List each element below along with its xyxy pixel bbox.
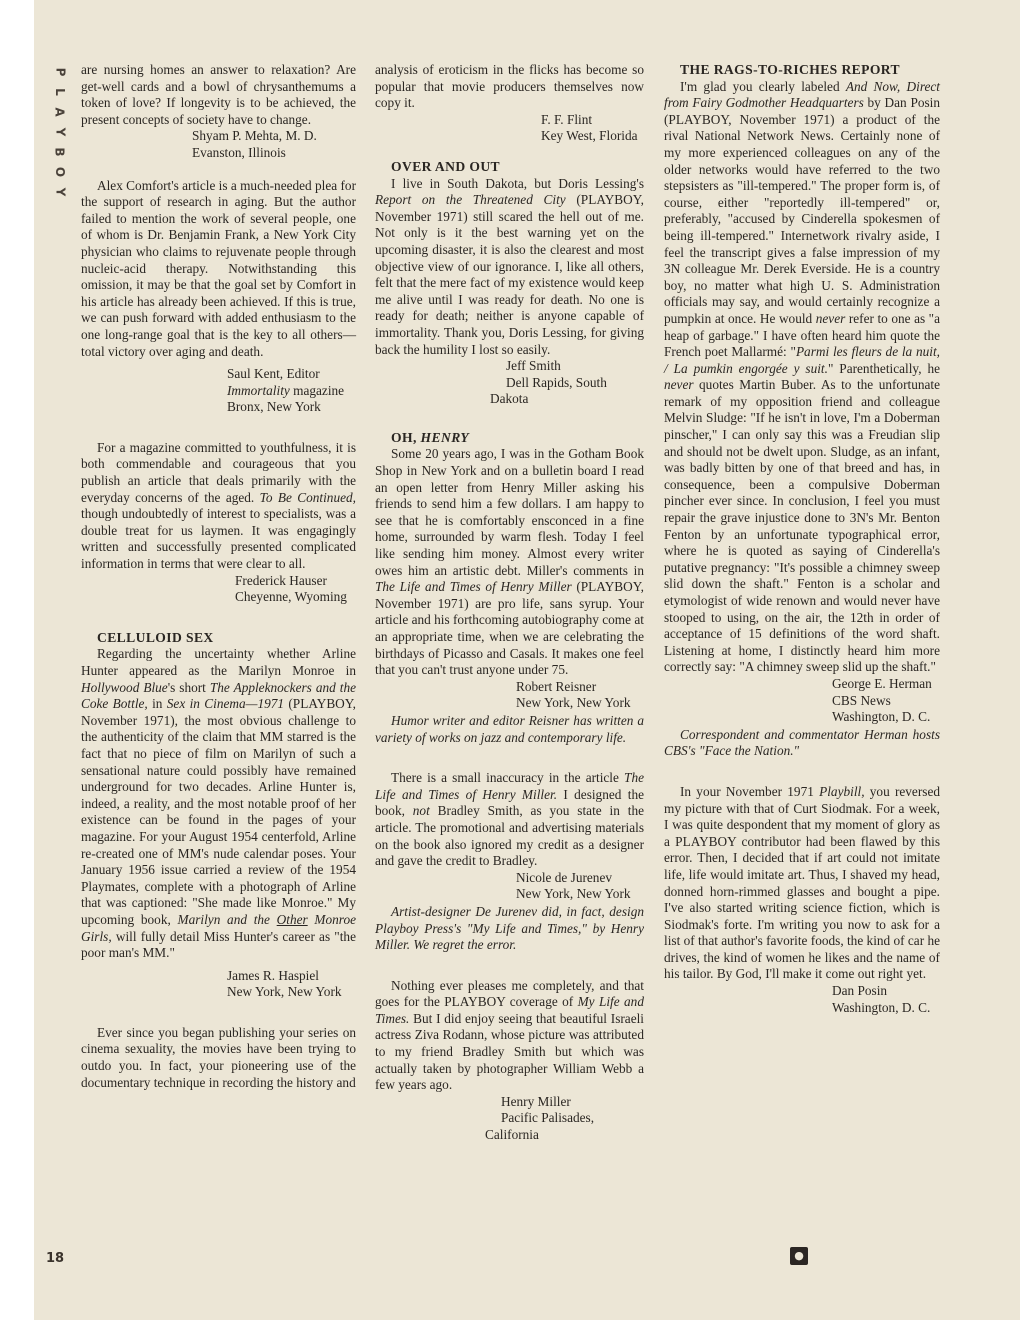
signature-location: New York, New York [516, 886, 631, 902]
signature-location: Washington, D. C. [832, 709, 931, 725]
signature-name: George E. Herman [832, 675, 932, 691]
signature-name: Robert Reisner [516, 678, 597, 694]
masthead-letter: Y [52, 127, 67, 137]
signature-name: Jeff Smith [506, 358, 561, 374]
signature-location: Evanston, Illinois [192, 144, 286, 160]
letter-signature [81, 968, 356, 1001]
page-number: 18 [46, 1251, 65, 1266]
signature-affiliation: CBS News [832, 692, 891, 708]
letter-signature [81, 366, 356, 416]
masthead-letter: L [53, 88, 67, 96]
signature-affiliation: Immortality magazine [227, 382, 345, 398]
signature-location: Washington, D. C. [832, 999, 931, 1015]
signature-name: Saul Kent, Editor [227, 366, 320, 382]
masthead-letter: Y [52, 187, 67, 197]
signature-name: Frederick Hauser [235, 572, 327, 588]
signature-location: New York, New York [516, 695, 631, 711]
editor-note: Correspondent and commentator Herman hosts CBS's "Face the Nation." [664, 726, 940, 759]
spacer [664, 760, 940, 784]
letter-paragraph: Nothing ever pleases me completely, and that goes for the PLAYBOY coverage of My Life and Times. But I did enjoy seeing that beautiful Israeli actress Ziva Rodann, whose picture was attributed to my friend Bradley Smith but which was actually taken by photographer William Webb a few years ago. [375, 977, 644, 1093]
letter-paragraph: For a magazine committed to youthfulness, it is both commendable and courageous that you publish an article that deals primarily with the everyday concerns of the aged. To Be Continued, though undoubtedly of interest to specialists, was a double treat for us laymen. It was engagingly written and successfully presented complicated information in terms that were clear to all. [81, 439, 356, 572]
signature-location: New York, New York [227, 984, 342, 1000]
letter-signature [664, 983, 940, 1016]
letter-paragraph: Some 20 years ago, I was in the Gotham Book Shop in New York and on a bulletin board I read an open letter from Henry Miller asking his friends to send him a few dollars. I am happy to see that he is comfortably ensconced in a fine home, surrounded by warm flesh. Today I feel like sending him money. Almost every writer owes him an artistic debt. Miller's comments in The Life and Times of Henry Miller (PLAYBOY, November 1971) are pro life, sans syrup. Your article and his forthcoming autobiography come at an appropriate time, when we are celebrating the birthdays of Picasso and Casals. It makes one feel that you can't trust anyone under 75. [375, 446, 644, 678]
signature-name: Dan Posin [832, 983, 888, 999]
section-heading-rags-to-riches-report: THE RAGS-TO-RICHES REPORT [680, 62, 901, 77]
letter-signature [664, 676, 940, 726]
letter-paragraph: I'm glad you clearly labeled And Now, Direct from Fairy Godmother Headquarters by Dan Posin (PLAYBOY, November 1971) a product of the rival National Network News. Certainly none of my more experienced colleagues on any of the older networks would have referred to the two stepsisters as "ill-tempered." The proper form is, of course, either "reportedly ill-tempered" or, preferably, "accused by Cinderella spokesmen of being ill-tempered." Internetwork rivalry aside, I feel the transcript gives a false impression of my 3N colleague Mr. Derek Everside. He is a country boy, no matter what high U. S. Administration officials may say, and would certainly recognize a pumpkin at once. He would never refer to one as "a heap of garbage." I have often heard him quote the French poet Mallarmé: "Parmi les fleurs de la nuit, / La pumkin engorgée y suit." Parenthetically, he never quotes Martin Buber. As to the unfortunate remark of my opposition friend and colleague Melvin Sludge: "If he isn't in love, I'm a Doberman pinscher," I can only say this was a Freudian slip and should not be dwelt upon. Sludge, as an infant, was badly bitten by one of that breed and has, in consequence, been a compulsive Doberman pincher ever since. In conclusion, I feel you must repair the grave injustice done to 3N's Mr. Benton Fenton by an unfortunate typographical error, where he is quoted as saying of Cinderella's putative pregnancy: "It's possible a chimney sweep slid down the shaft." Fenton is a scholar and etymologist of wide renown and would never have stooped to using, on the air, the 12th in order of acceptance of 15 definitions of the word shaft. Listening at home, I distinctly heard him more correctly say: "A chimney sweep slid up the shaft." [664, 78, 941, 675]
letter-signature [375, 679, 644, 712]
signature-location: Dell Rapids, South Dakota [490, 374, 607, 407]
rabbit-head-icon: ● [790, 1247, 808, 1265]
signature-location: Bronx, New York [227, 399, 321, 415]
spacer [375, 746, 644, 770]
letter-paragraph: Regarding the uncertainty whether Arline Hunter appeared as the Marilyn Monroe in Hollywood Blue's short The Appleknockers and the Coke Bottle, in Sex in Cinema—1971 (PLAYBOY, November 1971), the most obvious challenge to the authenticity of the claim that MM starred is the fact that no piece of film on Marilyn of such a sensational nature could possibly have remained underground for two decades. Arline Hunter is, indeed, a reality, and the most notable proof of her existence can be found in the pages of your magazine. For your August 1954 centerfold, Arline re-created one of MM's nude calendar poses. Your January 1956 issue carried a review of the 1954 Playmates, complete with a photograph of Arline that was captioned: "She made like Monroe." My upcoming book, Marilyn and the Other Monroe Girls, will fully detail Miss Hunter's career as "the poor man's MM." [81, 646, 357, 961]
signature-location: Cheyenne, Wyoming [235, 589, 347, 605]
spacer [375, 954, 644, 978]
magazine-page [34, 0, 1020, 1320]
letter-signature [81, 573, 356, 606]
spacer [81, 1001, 356, 1025]
signature-name: James R. Haspiel [227, 967, 319, 983]
letter-paragraph: Alex Comfort's article is a much-needed plea for the support of research in aging. But the author failed to mention the work of several people, one of whom is Dr. Benjamin Frank, a New York City physician who claims to rejuvenate people through nucleic-acid therapy. Notwithstanding this omission, it may be that the goal set by Comfort in his article has already been achieved. If this is true, we can push forward with added enthusiasm to the one long-range goal that is the key to all others—total victory over aging and death. [81, 177, 357, 359]
letter-paragraph: There is a small inaccuracy in the article The Life and Times of Henry Miller. I designed the book, not Bradley Smith, as you state in the article. The promotional and advertising materials on the book also ignored my credit as a designer and gave the credit to Bradley. [375, 770, 644, 869]
letter-signature [375, 112, 644, 145]
letter-paragraph: analysis of eroticism in the flicks has become so popular that movie producers themselves now copy it. [375, 62, 644, 111]
signature-name: F. F. Flint [541, 111, 593, 127]
letter-paragraph: I live in South Dakota, but Doris Lessing's Report on the Threatened City (PLAYBOY, November 1971) still scared the hell out of me. Not only is it the best warning yet on the upcoming disaster, it is also the clearest and most objective view of our ignorance. I, like all others, felt that the mere fact of my existence would keep me alive until I was ready for death. No one is ready for death; neither is anyone capable of immortality. Thank you, Doris Lessing, for giving back the humility I lost so easily. [375, 175, 644, 357]
editor-note: Artist-designer De Jurenev did, in fact, design Playboy Press's "My Life and Times," by Henry Miller. We regret the error. [375, 903, 644, 953]
section-heading-over-and-out: OVER AND OUT [391, 158, 501, 174]
letter-paragraph: Ever since you began publishing your series on cinema sexuality, the movies have been trying to outdo you. In fact, your pioneering use of the documentary technique in recording the history and [81, 1024, 356, 1090]
masthead-letter: P [52, 67, 67, 77]
letter-paragraph: In your November 1971 Playbill, you reversed my picture with that of Curt Siodmak. For a week, I was quite despondent that my moment of glory as a PLAYBOY contributor had been flawed by this error. Then, I decided that if art could not imitate life, life would imitate art. Thus, I shaved my head, donned horn-rimmed glasses and bought a pipe. I've also started writing science fiction, which is Siodmak's forte. I'm writing you now to ask for a list of that author's favorite foods, the kind of car he drives, the kind of women he likes and the name of his tailor. By God, I'll make it come out right yet. [664, 783, 941, 982]
signature-name: Nicole de Jurenev [516, 869, 612, 885]
letter-signature [375, 358, 644, 408]
letter-paragraph: are nursing homes an answer to relaxation? Are get-well cards and a bowl of chrysanthemums a token of love? If longevity is to be achieved, the present concepts of society have to change. [81, 62, 356, 127]
masthead-letter: A [52, 107, 67, 117]
letter-signature [81, 128, 356, 161]
spacer [81, 162, 356, 178]
masthead-letter: B [53, 147, 67, 157]
spacer [81, 416, 356, 440]
signature-name: Shyam P. Mehta, M. D. [192, 128, 317, 144]
section-heading-oh-henry: OH, HENRY [391, 429, 470, 445]
spacer [81, 606, 356, 630]
signature-location: Pacific Palisades, California [485, 1110, 595, 1143]
signature-location: Key West, Florida [541, 128, 638, 144]
masthead-playboy-vertical [52, 62, 68, 202]
signature-name: Henry Miller [501, 1093, 571, 1109]
column-middle [375, 62, 644, 1144]
masthead-letter: O [52, 166, 67, 178]
column-left [81, 62, 356, 1091]
editor-note: Humor writer and editor Reisner has written a variety of works on jazz and contemporary life. [375, 712, 644, 745]
section-heading-celluloid-sex: CELLULOID SEX [97, 629, 214, 645]
column-right [664, 62, 940, 1016]
letter-signature [375, 1094, 644, 1144]
letter-signature [375, 870, 644, 903]
